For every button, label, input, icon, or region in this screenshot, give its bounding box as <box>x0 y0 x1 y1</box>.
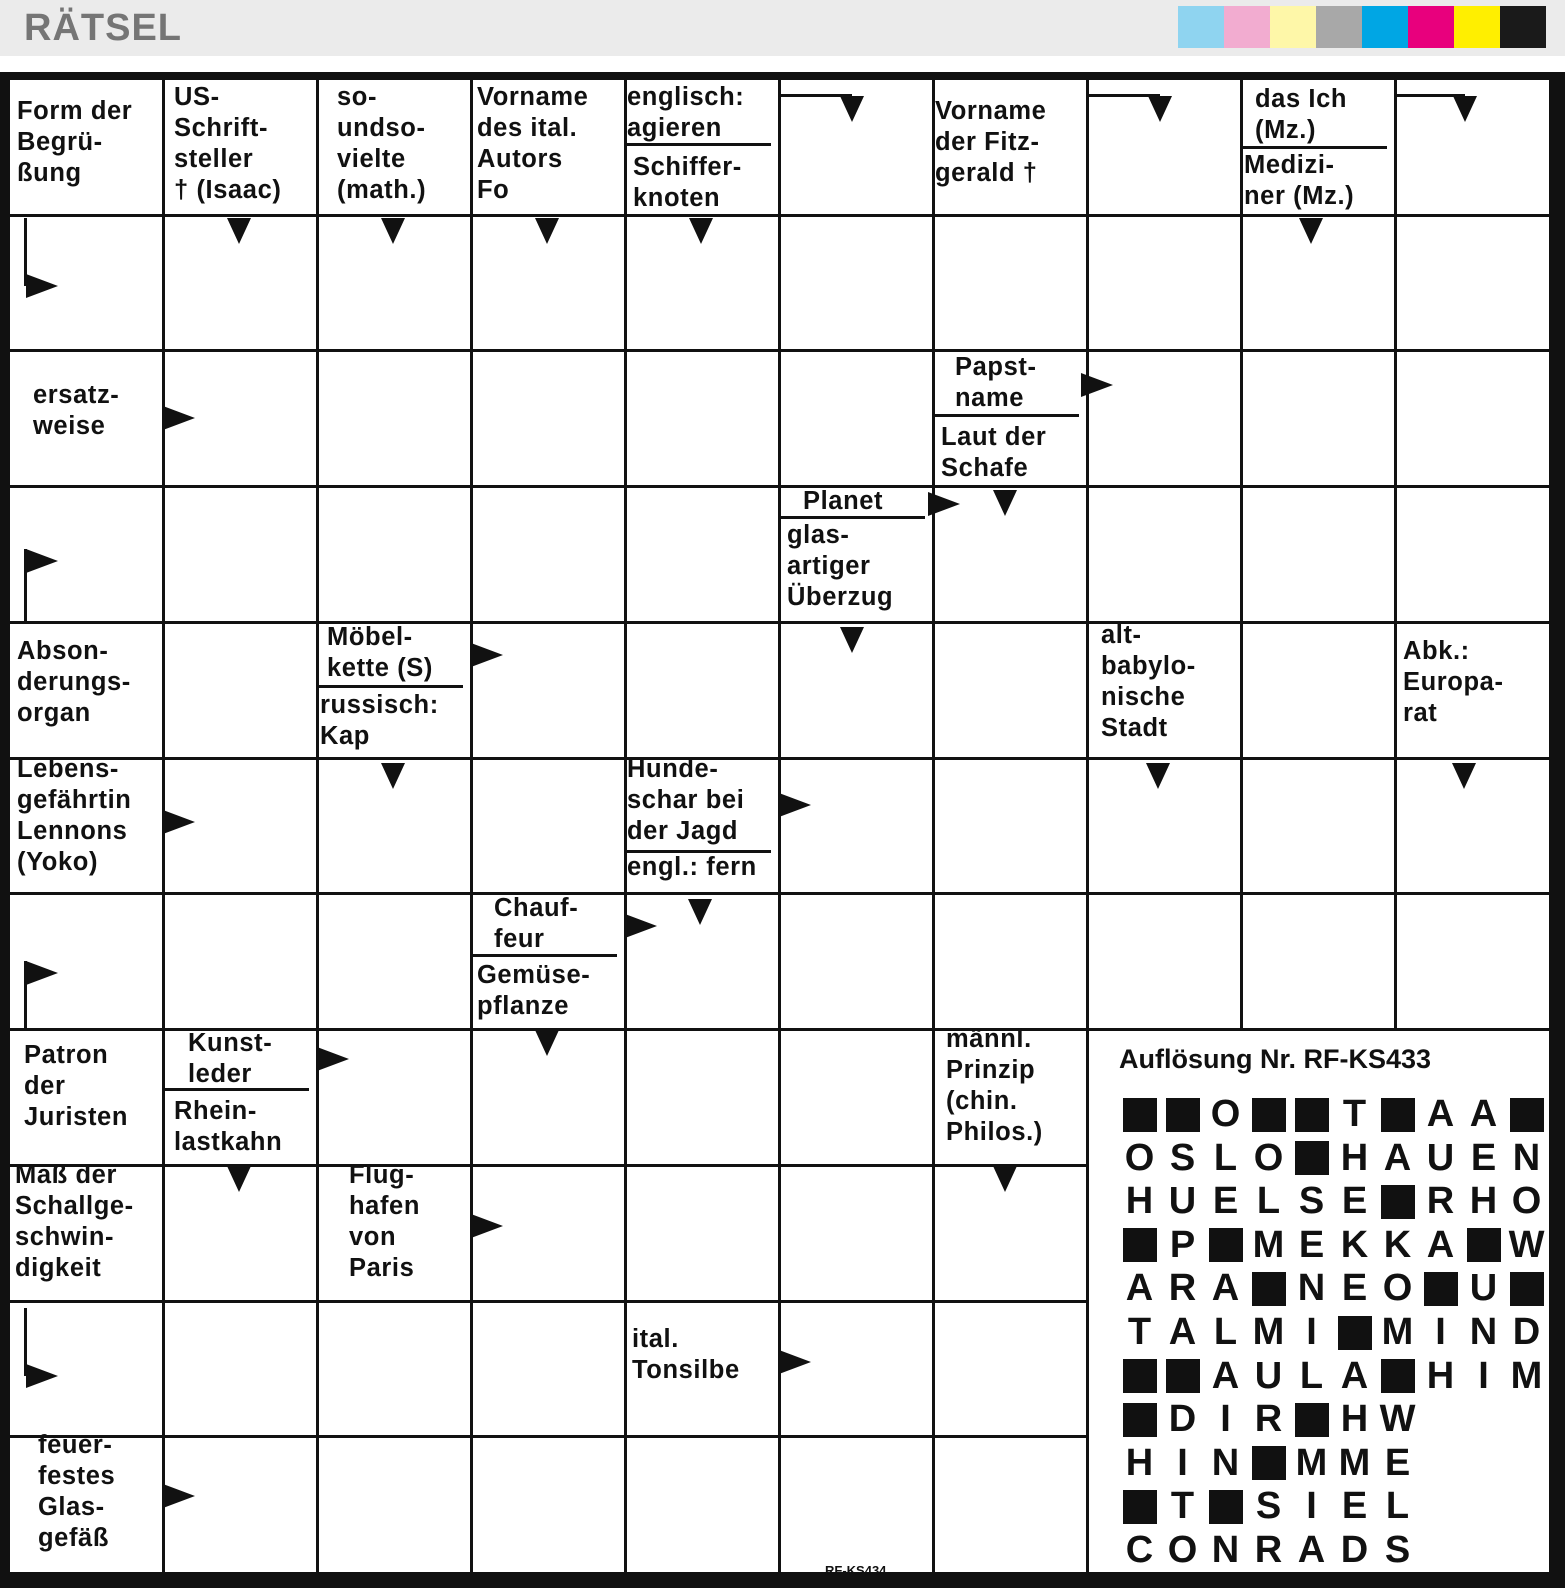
solution-letter: E <box>1341 1485 1368 1528</box>
solution-row <box>1118 1442 1419 1485</box>
solution-letter: O <box>1253 1136 1284 1179</box>
grid-cell[interactable] <box>781 352 932 485</box>
solution-block <box>1333 1311 1376 1354</box>
clue-separator <box>471 954 617 957</box>
arrow-right-icon <box>163 810 195 834</box>
grid-cell[interactable] <box>473 488 624 621</box>
clue-englisch-agieren: englisch: agieren <box>627 83 745 142</box>
clue-russisch-kap: russisch: Kap <box>320 691 439 750</box>
arrow-down-icon <box>840 96 864 122</box>
clue-feuerfestes-glasgefaess: feuer- festes Glas- gefäß <box>38 1431 116 1552</box>
clue-das-ich: das Ich (Mz.) <box>1255 85 1348 144</box>
solution-letter: C <box>1125 1529 1154 1571</box>
solution-block <box>1118 1355 1161 1398</box>
solution-letter: A <box>1426 1223 1455 1266</box>
solution-block <box>1419 1267 1462 1310</box>
solution-row <box>1118 1398 1419 1441</box>
grid-cell[interactable] <box>473 760 624 892</box>
solution-letter: A <box>1426 1093 1455 1135</box>
grid-cell[interactable] <box>935 760 1086 892</box>
arrow-right-icon <box>625 914 657 938</box>
solution-letter: O <box>1511 1180 1542 1223</box>
solution-letter: N <box>1211 1529 1240 1571</box>
solution-letter: T <box>1127 1311 1152 1353</box>
solution-letter: E <box>1341 1180 1368 1223</box>
arrow-right-icon <box>471 1214 503 1238</box>
grid-cell[interactable] <box>935 624 1086 757</box>
arrow-right-icon <box>26 1364 58 1388</box>
solution-letter: A <box>1297 1529 1326 1571</box>
solution-row <box>1118 1529 1419 1572</box>
clue-separator <box>933 414 1079 417</box>
solution-letter: U <box>1469 1267 1498 1310</box>
page-title: RÄTSEL <box>24 7 182 49</box>
grid-cell[interactable] <box>1397 488 1550 621</box>
arrow-down-icon <box>689 218 713 244</box>
color-swatch <box>1362 6 1408 48</box>
solution-block <box>1505 1093 1548 1136</box>
clue-gemuesepflanze: Gemüse- pflanze <box>477 961 591 1020</box>
clue-ital-tonsilbe: ital. Tonsilbe <box>632 1325 740 1384</box>
solution-block <box>1204 1224 1247 1267</box>
clue-hundeschar: Hunde- schar bei der Jagd <box>627 755 745 845</box>
color-swatch <box>1178 6 1224 48</box>
clue-flughafen-paris: Flug- hafen von Paris <box>349 1161 421 1282</box>
clue-rheinlastkahn: Rhein- lastkahn <box>174 1097 283 1156</box>
solution-letter: E <box>1298 1223 1325 1266</box>
color-swatch <box>1500 6 1546 48</box>
solution-letter: I <box>1478 1354 1489 1397</box>
color-swatch <box>1316 6 1362 48</box>
solution-letter: U <box>1168 1180 1197 1223</box>
solution-letter: L <box>1385 1485 1410 1528</box>
arrow-right-icon <box>163 1484 195 1508</box>
solution-letter: H <box>1426 1354 1455 1397</box>
grid-cell[interactable] <box>935 1438 1086 1573</box>
solution-letter: K <box>1340 1223 1369 1266</box>
solution-letter: A <box>1211 1354 1240 1397</box>
solution-letter: S <box>1169 1136 1196 1179</box>
solution-block <box>1376 1355 1419 1398</box>
solution-letter: A <box>1211 1267 1240 1310</box>
solution-letter: P <box>1169 1223 1196 1266</box>
arrow-down-icon <box>840 627 864 653</box>
solution-block <box>1462 1224 1505 1267</box>
solution-letter: L <box>1299 1354 1324 1397</box>
solution-letter: N <box>1211 1441 1240 1484</box>
grid-cell[interactable] <box>1089 895 1240 1028</box>
solution-letter: H <box>1125 1441 1154 1484</box>
solution-letter: H <box>1340 1398 1369 1441</box>
solution-letter: A <box>1383 1136 1412 1179</box>
grid-cell[interactable] <box>1397 217 1550 349</box>
arrow-right-icon <box>26 549 58 573</box>
arrow-down-icon <box>227 1166 251 1192</box>
solution-letter: H <box>1340 1136 1369 1179</box>
solution-letter: S <box>1384 1529 1411 1571</box>
solution-letter: I <box>1435 1311 1446 1353</box>
arrow-right-icon <box>163 406 195 430</box>
grid-cell[interactable] <box>781 1438 932 1573</box>
grid-cell[interactable] <box>319 895 470 1028</box>
solution-letter: U <box>1254 1354 1283 1397</box>
clue-engl-fern: engl.: fern <box>627 853 757 881</box>
solution-letter: E <box>1341 1267 1368 1310</box>
solution-letter: O <box>1210 1093 1241 1135</box>
crossword-board <box>0 72 1565 1588</box>
arrow-down-icon <box>1146 763 1170 789</box>
solution-letter: S <box>1298 1180 1325 1223</box>
arrow-down-icon <box>535 218 559 244</box>
solution-letter: A <box>1469 1093 1498 1135</box>
arrow-right-icon <box>779 1350 811 1374</box>
solution-block <box>1161 1355 1204 1398</box>
arrow-stem <box>1087 94 1160 97</box>
grid-cell[interactable] <box>781 895 932 1028</box>
grid-cell[interactable] <box>1089 217 1240 349</box>
grid-cell[interactable] <box>1397 895 1550 1028</box>
solution-letter: E <box>1212 1180 1239 1223</box>
solution-letter: R <box>1254 1398 1283 1441</box>
grid-cell[interactable] <box>781 217 932 349</box>
solution-block <box>1118 1224 1161 1267</box>
grid-cell[interactable] <box>781 1167 932 1300</box>
arrow-right-icon <box>1081 373 1113 397</box>
solution-block <box>1118 1093 1161 1136</box>
grid-cell[interactable] <box>319 352 470 485</box>
solution-block <box>1118 1398 1161 1441</box>
grid-cell[interactable] <box>319 488 470 621</box>
clue-mass-schallgeschwindigkeit: Maß der Schallge- schwin- digkeit <box>15 1161 134 1282</box>
grid-cell[interactable] <box>627 488 778 621</box>
solution-letter: I <box>1177 1441 1188 1484</box>
solution-letter: A <box>1125 1267 1154 1310</box>
solution-letter: E <box>1384 1441 1411 1484</box>
clue-mediziner: Medizi- ner (Mz.) <box>1244 151 1355 210</box>
grid-cell[interactable] <box>1243 488 1394 621</box>
grid-cell[interactable] <box>781 1031 932 1164</box>
clue-planet: Planet <box>803 487 884 515</box>
solution-block <box>1376 1180 1419 1223</box>
arrow-down-icon <box>1453 96 1477 122</box>
grid-cell[interactable] <box>627 1438 778 1573</box>
grid-cell[interactable] <box>627 1167 778 1300</box>
grid-cell[interactable] <box>1243 895 1394 1028</box>
arrow-right-icon <box>26 274 58 298</box>
solution-block <box>1247 1093 1290 1136</box>
solution-letter: O <box>1167 1529 1198 1571</box>
clue-separator <box>625 143 771 146</box>
solution-row <box>1118 1267 1548 1310</box>
clue-glasartiger-ueberzug: glas- artiger Überzug <box>787 521 894 611</box>
solution-letter: U <box>1426 1136 1455 1179</box>
arrow-down-icon <box>993 490 1017 516</box>
grid-cell[interactable] <box>935 217 1086 349</box>
arrow-down-icon <box>1299 218 1323 244</box>
solution-letter: T <box>1342 1093 1367 1135</box>
color-swatch <box>1454 6 1500 48</box>
grid-cell[interactable] <box>935 1303 1086 1435</box>
solution-letter: H <box>1125 1180 1154 1223</box>
solution-block <box>1247 1267 1290 1310</box>
solution-block <box>1290 1398 1333 1441</box>
grid-cell[interactable] <box>1089 488 1240 621</box>
solution-letter: L <box>1213 1311 1238 1353</box>
clue-absonderungsorgan: Abson- derungs- organ <box>17 637 131 727</box>
solution-letter: R <box>1426 1180 1455 1223</box>
solution-letter: R <box>1254 1529 1283 1571</box>
solution-row <box>1118 1355 1548 1398</box>
solution-row <box>1118 1137 1548 1180</box>
solution-block <box>1118 1485 1161 1528</box>
solution-block <box>1161 1093 1204 1136</box>
clue-patron-der-juristen: Patron der Juristen <box>24 1041 128 1131</box>
solution-row <box>1118 1485 1419 1528</box>
clue-separator <box>163 1088 309 1091</box>
clue-kunstleder: Kunst- leder <box>188 1029 273 1088</box>
solution-letter: H <box>1469 1180 1498 1223</box>
clue-ersatzweise: ersatz- weise <box>33 381 120 440</box>
grid-cell[interactable] <box>165 895 316 1028</box>
clue-separator <box>1241 146 1387 149</box>
solution-row <box>1118 1224 1548 1267</box>
color-swatch <box>1408 6 1454 48</box>
grid-cell[interactable] <box>319 1438 470 1573</box>
clue-altbabylonische-stadt: alt- babylo- nische Stadt <box>1101 621 1196 742</box>
solution-letter: R <box>1168 1267 1197 1310</box>
grid-cell[interactable] <box>473 1303 624 1435</box>
clue-separator <box>317 685 463 688</box>
arrow-down-icon <box>381 763 405 789</box>
grid-cell[interactable] <box>1397 352 1550 485</box>
clue-maennl-prinzip: männl. Prinzip (chin. Philos.) <box>946 1025 1043 1146</box>
clue-us-schriftsteller: US- Schrift- steller † (Isaac) <box>174 83 282 204</box>
solution-letter: M <box>1252 1223 1285 1266</box>
solution-letter: S <box>1255 1485 1282 1528</box>
solution-letter: O <box>1382 1267 1413 1310</box>
solution-letter: I <box>1306 1311 1317 1353</box>
solution-letter: W <box>1508 1223 1545 1266</box>
grid-cell[interactable] <box>165 1303 316 1435</box>
solution-letter: L <box>1256 1180 1281 1223</box>
grid-cell[interactable] <box>473 352 624 485</box>
solution-letter: M <box>1381 1311 1414 1353</box>
clue-chauffeur: Chauf- feur <box>494 894 579 953</box>
clue-lebensgefaehrtin-lennons: Lebens- gefährtin Lennons (Yoko) <box>17 755 132 876</box>
clue-separator <box>625 850 771 853</box>
grid-cell[interactable] <box>1243 624 1394 757</box>
arrow-right-icon <box>779 793 811 817</box>
arrow-right-icon <box>26 961 58 985</box>
solution-row <box>1118 1180 1548 1223</box>
grid-cell[interactable] <box>473 1438 624 1573</box>
arrow-right-icon <box>471 643 503 667</box>
solution-letter: W <box>1379 1398 1416 1441</box>
solution-letter: D <box>1168 1398 1197 1441</box>
solution-letter: M <box>1295 1441 1328 1484</box>
solution-letter: N <box>1469 1311 1498 1353</box>
solution-letter: K <box>1383 1223 1412 1266</box>
solution-letter: N <box>1512 1136 1541 1179</box>
arrow-down-icon <box>535 1030 559 1056</box>
grid-cell[interactable] <box>935 895 1086 1028</box>
solution-block <box>1290 1093 1333 1136</box>
arrow-right-icon <box>317 1047 349 1071</box>
grid-cell[interactable] <box>627 1031 778 1164</box>
clue-moebelkette: Möbel- kette (S) <box>327 623 434 682</box>
solution-row <box>1118 1093 1548 1136</box>
clue-papstname: Papst- name <box>955 353 1037 412</box>
grid-cell[interactable] <box>627 352 778 485</box>
solution-letter: M <box>1338 1441 1371 1484</box>
clue-form-der-begruessung: Form der Begrü- ßung <box>17 97 133 187</box>
solution-title: Auflösung Nr. RF-KS433 <box>1119 1044 1432 1074</box>
solution-letter: I <box>1306 1485 1317 1528</box>
clue-laut-der-schafe: Laut der Schafe <box>941 423 1047 482</box>
solution-letter: M <box>1252 1311 1285 1353</box>
solution-letter: I <box>1220 1398 1231 1441</box>
grid-cell[interactable] <box>1089 352 1240 485</box>
arrow-down-icon <box>381 218 405 244</box>
arrow-stem <box>1395 94 1465 97</box>
grid-cell[interactable] <box>165 624 316 757</box>
grid-cell[interactable] <box>165 488 316 621</box>
grid-cell[interactable] <box>1243 352 1394 485</box>
solution-letter: D <box>1340 1529 1369 1571</box>
clue-schifferknoten: Schiffer- knoten <box>633 153 742 212</box>
arrow-down-icon <box>688 899 712 925</box>
grid-cell[interactable] <box>319 1303 470 1435</box>
arrow-stem <box>779 94 852 97</box>
solution-row <box>1118 1311 1548 1354</box>
puzzle-code: RF-KS434 <box>825 1563 887 1578</box>
color-swatch <box>1224 6 1270 48</box>
solution-block <box>1247 1442 1290 1485</box>
grid-cell[interactable] <box>1243 760 1394 892</box>
solution-letter: M <box>1510 1354 1543 1397</box>
solution-letter: D <box>1512 1311 1541 1353</box>
solution-letter: E <box>1470 1136 1497 1179</box>
solution-letter: A <box>1340 1354 1369 1397</box>
color-calibration-bar <box>1178 6 1546 48</box>
grid-cell[interactable] <box>781 760 932 892</box>
color-swatch <box>1270 6 1316 48</box>
solution-letter: L <box>1213 1136 1238 1179</box>
clue-vorname-ital-autor: Vorname des ital. Autors Fo <box>477 83 589 204</box>
solution-block <box>1505 1267 1548 1310</box>
clue-separator <box>779 516 925 519</box>
solution-letter: T <box>1170 1485 1195 1528</box>
solution-letter: N <box>1297 1267 1326 1310</box>
grid-cell[interactable] <box>627 624 778 757</box>
clue-vorname-fitzgerald: Vorname der Fitz- gerald † <box>935 97 1047 187</box>
header-bar <box>0 0 1565 56</box>
arrow-down-icon <box>227 218 251 244</box>
arrow-down-icon <box>993 1166 1017 1192</box>
clue-soundsovielte: so- undso- vielte (math.) <box>337 83 427 204</box>
solution-block <box>1376 1093 1419 1136</box>
solution-letter: O <box>1124 1136 1155 1179</box>
solution-block <box>1204 1485 1247 1528</box>
solution-block <box>1290 1137 1333 1180</box>
arrow-down-icon <box>1452 763 1476 789</box>
arrow-down-icon <box>1148 96 1172 122</box>
solution-letter: A <box>1168 1311 1197 1353</box>
clue-europarat: Abk.: Europa- rat <box>1403 637 1504 727</box>
arrow-right-icon <box>928 492 960 516</box>
